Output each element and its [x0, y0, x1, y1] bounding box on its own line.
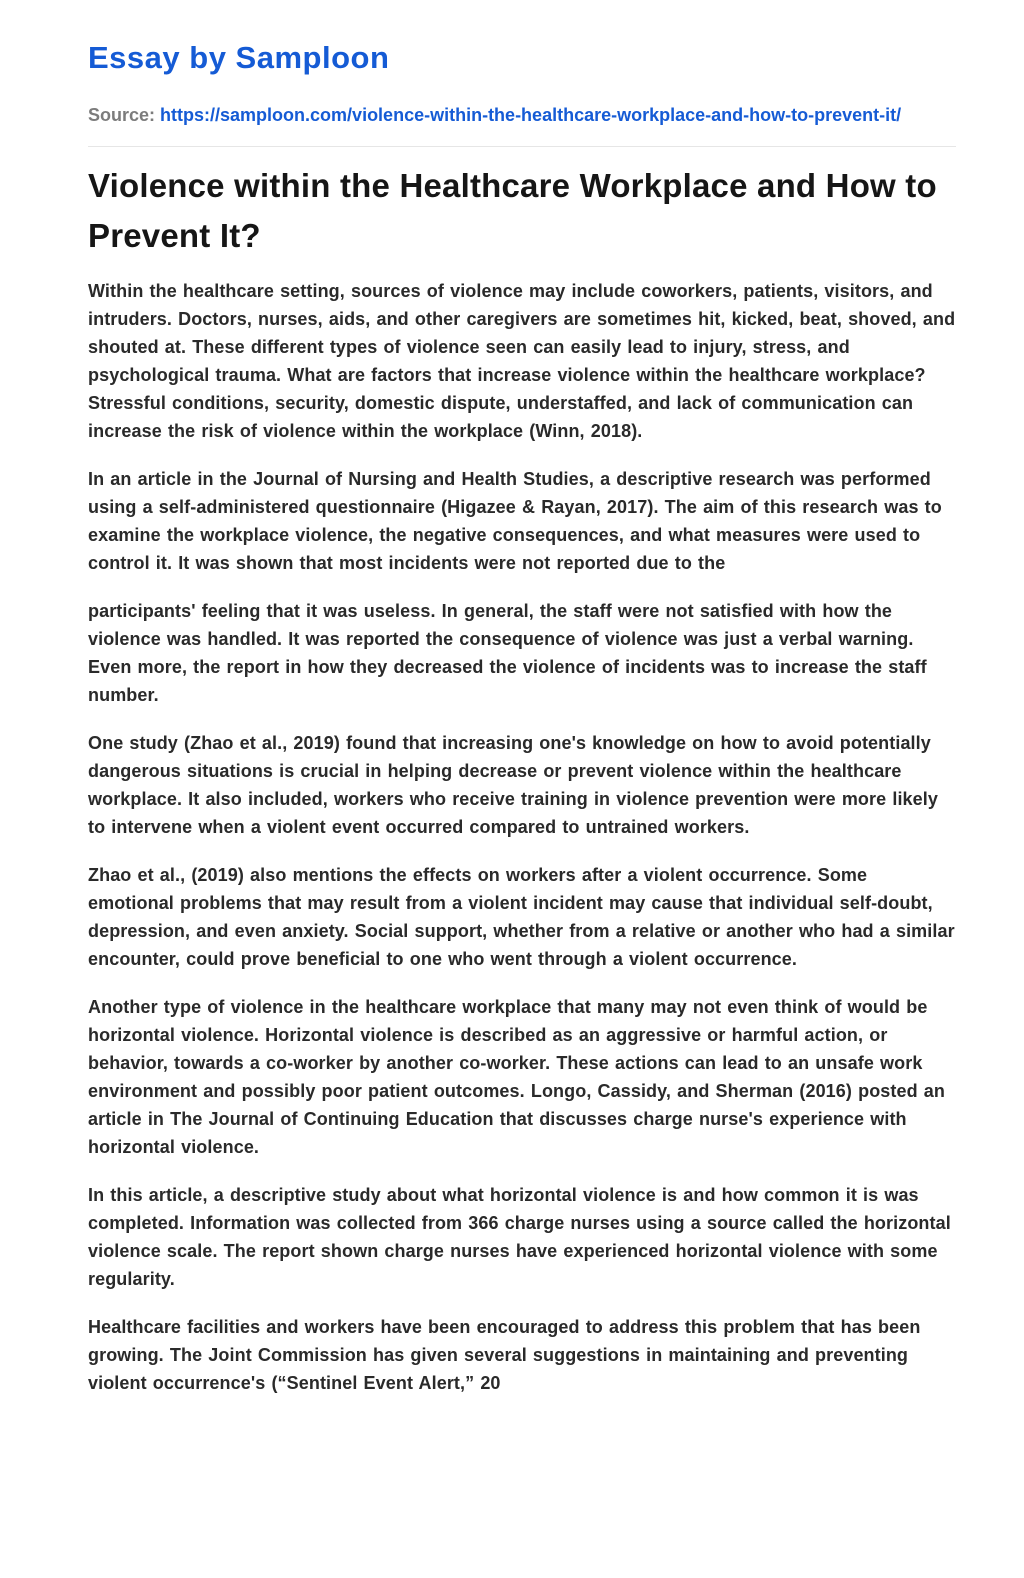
source-label: Source:	[88, 105, 156, 125]
article-body	[88, 277, 956, 1397]
article-paragraph: Another type of violence in the healthcare workplace that many may not even think of would be horizontal violence. Horizontal violence is described as an aggressive or harmful action, or behavior, towards a co-worker by another co-worker. These actions can lead to an unsafe work environment and possibly poor patient outcomes. Longo, Cassidy, and Sherman (2016) posted an article in The Journal of Continuing Education that discusses charge nurse's experience with horizontal violence.	[88, 997, 946, 1157]
source-link[interactable]: https://samploon.com/violence-within-the-healthcare-workplace-and-how-to-prevent-it/	[160, 105, 902, 125]
article-paragraph: Within the healthcare setting, sources of violence may include coworkers, patients, visitors, and intruders. Doctors, nurses, aids, and other caregivers are sometimes hit, kicked, beat, shoved, and shouted at. These different types of violence seen can easily lead to injury, stress, and psychological trauma. What are factors that increase violence within the healthcare workplace? Stressful conditions, security, domestic dispute, understaffed, and lack of communication can increase the risk of violence within the workplace (Winn, 2018).	[88, 281, 956, 441]
divider	[88, 146, 956, 147]
source-line	[88, 100, 956, 130]
article-paragraph: One study (Zhao et al., 2019) found that increasing one's knowledge on how to avoid potentially dangerous situations is crucial in helping decrease or prevent violence within the healthcare workplace. It also included, workers who receive training in violence prevention were more likely to intervene when a violent event occurred compared to untrained workers.	[88, 733, 938, 837]
article-paragraph: participants' feeling that it was useless. In general, the staff were not satisfied with how the violence was handled. It was reported the consequence of violence was just a verbal warning. Even more, the report in how they decreased the violence of incidents was to increase the staff number.	[88, 601, 927, 705]
article-paragraph: In an article in the Journal of Nursing and Health Studies, a descriptive research was performed using a self-administered questionnaire (Higazee & Rayan, 2017). The aim of this research was to examine the workplace violence, the negative consequences, and what measures were used to control it. It was shown that most incidents were not reported due to the	[88, 469, 942, 573]
article-paragraph: Zhao et al., (2019) also mentions the effects on workers after a violent occurrence. Some emotional problems that may result from a violent incident may cause that individual self-doubt, depression, and even anxiety. Social support, whether from a relative or another who had a similar encounter, could prove beneficial to one who went through a violent occurrence.	[88, 865, 955, 969]
article-title: Violence within the Healthcare Workplace and How to Prevent It?	[88, 167, 937, 254]
article-paragraph: In this article, a descriptive study about what horizontal violence is and how common it is was completed. Information was collected from 366 charge nurses using a source called the horizontal violence scale. The report shown charge nurses have experienced horizontal violence with some regularity.	[88, 1185, 951, 1289]
brand-title: Essay by Samploon	[88, 40, 390, 75]
article-paragraph: Healthcare facilities and workers have been encouraged to address this problem that has been growing. The Joint Commission has given several suggestions in maintaining and preventing violent occurrence's (“Sentinel Event Alert,” 20	[88, 1317, 921, 1393]
